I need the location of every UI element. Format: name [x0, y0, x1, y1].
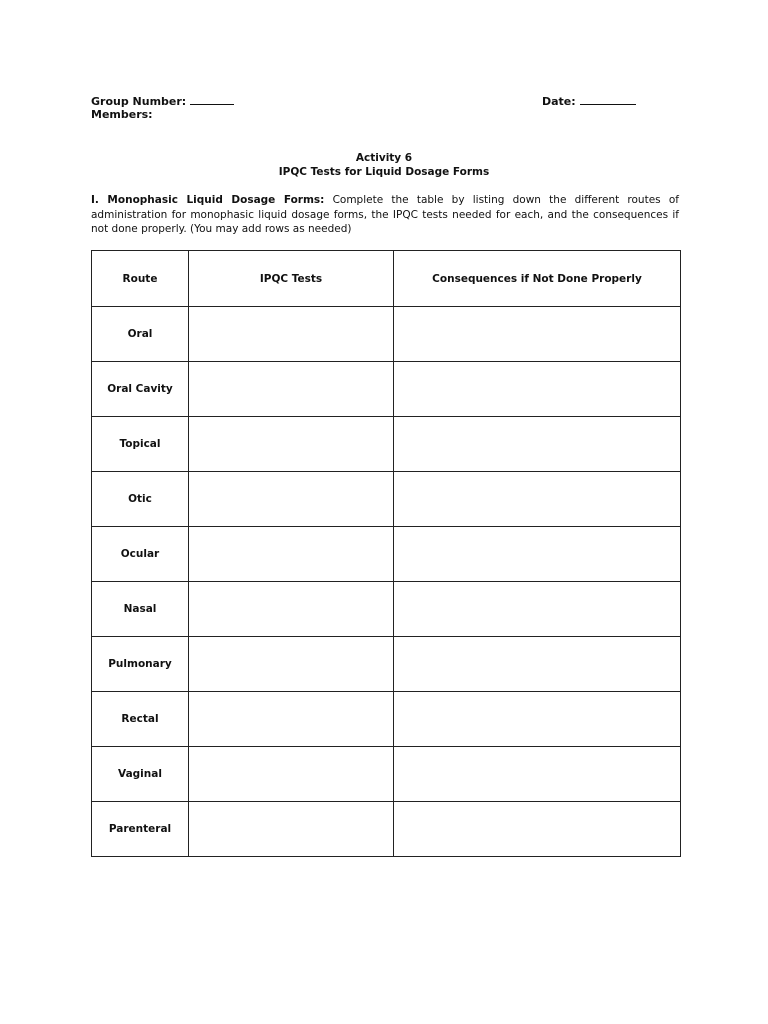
table-row	[92, 307, 681, 362]
header-ipqc-tests: IPQC Tests	[189, 251, 394, 307]
ipqc-tests-cell[interactable]	[189, 692, 394, 747]
instructions-text: Complete the table by listing down the different routes of administration for monophasic liquid dosage forms, the IPQC tests needed for each, and the consequences if not done properly. (You may add rows as needed)	[91, 194, 679, 235]
consequences-cell[interactable]	[394, 307, 681, 362]
route-cell: Nasal	[92, 582, 189, 637]
table-row	[92, 472, 681, 527]
ipqc-tests-cell[interactable]	[189, 637, 394, 692]
consequences-cell[interactable]	[394, 527, 681, 582]
table-row	[92, 362, 681, 417]
ipqc-tests-cell[interactable]	[189, 747, 394, 802]
date-line	[542, 94, 636, 108]
header-route: Route	[92, 251, 189, 307]
consequences-cell[interactable]	[394, 362, 681, 417]
table-row	[92, 527, 681, 582]
date-blank[interactable]	[580, 94, 636, 105]
consequences-cell[interactable]	[394, 582, 681, 637]
route-cell: Pulmonary	[92, 637, 189, 692]
route-cell: Oral Cavity	[92, 362, 189, 417]
ipqc-table	[91, 250, 681, 857]
route-cell: Vaginal	[92, 747, 189, 802]
table-row	[92, 747, 681, 802]
route-cell: Otic	[92, 472, 189, 527]
ipqc-tests-cell[interactable]	[189, 527, 394, 582]
table-row	[92, 802, 681, 857]
activity-subtitle: IPQC Tests for Liquid Dosage Forms	[278, 166, 490, 178]
ipqc-tests-cell[interactable]	[189, 417, 394, 472]
route-cell: Rectal	[92, 692, 189, 747]
table-row	[92, 692, 681, 747]
consequences-cell[interactable]	[394, 802, 681, 857]
consequences-cell[interactable]	[394, 417, 681, 472]
instructions	[91, 193, 679, 237]
members-label: Members:	[91, 108, 153, 121]
group-number-blank[interactable]	[190, 94, 234, 105]
table-header-row	[92, 251, 681, 307]
group-number-label: Group Number:	[91, 95, 187, 108]
consequences-cell[interactable]	[394, 472, 681, 527]
table-row	[92, 637, 681, 692]
ipqc-tests-cell[interactable]	[189, 362, 394, 417]
consequences-cell[interactable]	[394, 747, 681, 802]
consequences-cell[interactable]	[394, 692, 681, 747]
route-cell: Parenteral	[92, 802, 189, 857]
ipqc-tests-cell[interactable]	[189, 582, 394, 637]
ipqc-tests-cell[interactable]	[189, 472, 394, 527]
route-cell: Ocular	[92, 527, 189, 582]
group-number-line	[91, 94, 234, 108]
date-label: Date:	[542, 95, 576, 108]
table-row	[92, 417, 681, 472]
table-row	[92, 582, 681, 637]
header-consequences: Consequences if Not Done Properly	[394, 251, 681, 307]
consequences-cell[interactable]	[394, 637, 681, 692]
activity-title: Activity 6	[355, 152, 413, 164]
section-label: I. Monophasic Liquid Dosage Forms:	[91, 194, 325, 206]
ipqc-tests-cell[interactable]	[189, 802, 394, 857]
route-cell: Oral	[92, 307, 189, 362]
members-line	[91, 108, 153, 121]
ipqc-tests-cell[interactable]	[189, 307, 394, 362]
route-cell: Topical	[92, 417, 189, 472]
